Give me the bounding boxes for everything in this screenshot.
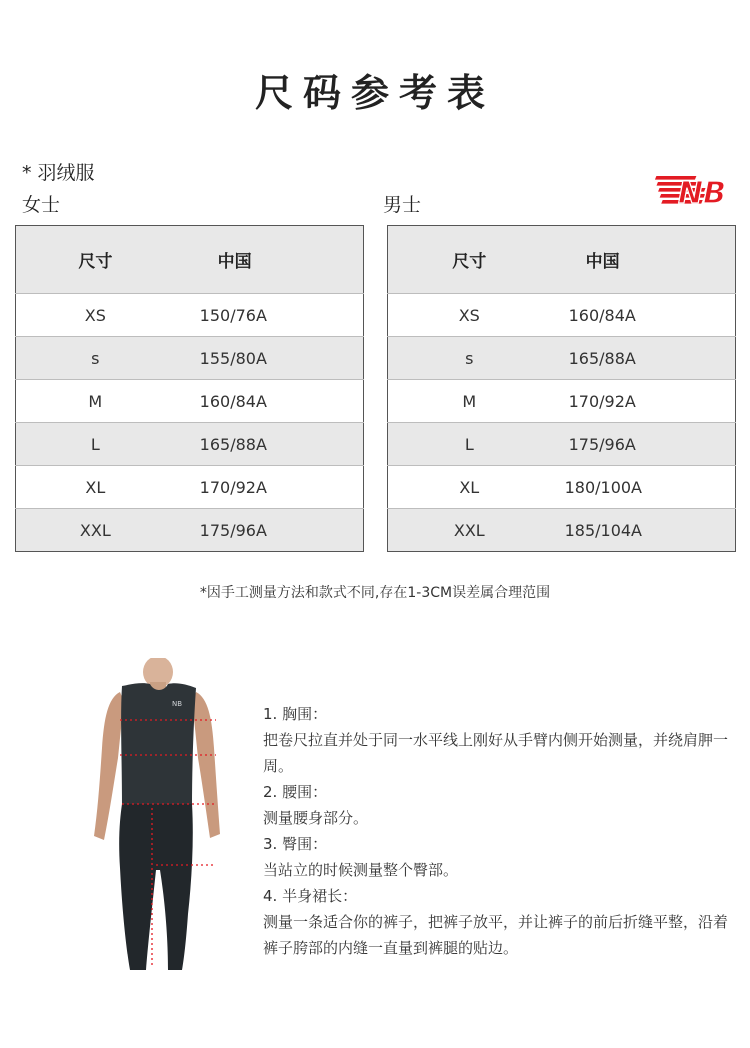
svg-text:NB: NB: [172, 700, 183, 708]
size-cell: M: [16, 380, 175, 423]
new-balance-logo-icon: [652, 172, 726, 210]
china-cell: 175/96A: [175, 509, 364, 552]
size-cell: XL: [388, 466, 551, 509]
china-cell: 170/92A: [175, 466, 364, 509]
measurement-instructions: [263, 701, 733, 961]
table-row: [388, 337, 736, 380]
table-row: [16, 294, 364, 337]
size-cell: s: [388, 337, 551, 380]
instruction-text: 测量腰身部分。: [263, 809, 369, 827]
instruction-text: 测量一条适合你的裤子，把裤子放平，并让裤子的前后折缝平整，沿着裤子胯部的内缝一直量到裤腿的贴边。: [263, 913, 729, 957]
china-cell: 185/104A: [551, 509, 736, 552]
women-size-table: [15, 225, 364, 552]
size-cell: s: [16, 337, 175, 380]
women-heading: 女士: [22, 194, 61, 216]
body-measurement-figure-icon: [86, 658, 226, 976]
svg-text:NB: NB: [678, 176, 726, 210]
table-header-row: [16, 226, 364, 294]
size-cell: XXL: [16, 509, 175, 552]
china-cell: 160/84A: [175, 380, 364, 423]
instruction-text: 当站立的时候测量整个臀部。: [263, 861, 459, 879]
table-row: [16, 423, 364, 466]
header-china: 中国: [175, 226, 364, 294]
size-cell: L: [388, 423, 551, 466]
header-size: 尺寸: [388, 226, 551, 294]
china-cell: 170/92A: [551, 380, 736, 423]
size-cell: L: [16, 423, 175, 466]
table-row: [16, 466, 364, 509]
table-row: [16, 337, 364, 380]
measurement-note: *因手工测量方法和款式不同,存在1-3CM误差属合理范围: [199, 585, 551, 601]
size-cell: XS: [16, 294, 175, 337]
table-row: [388, 509, 736, 552]
china-cell: 150/76A: [175, 294, 364, 337]
china-cell: 165/88A: [175, 423, 364, 466]
instruction-label: 4. 半身裙长：: [263, 887, 358, 905]
header-size: 尺寸: [16, 226, 175, 294]
china-cell: 160/84A: [551, 294, 736, 337]
table-row: [388, 466, 736, 509]
size-cell: XL: [16, 466, 175, 509]
china-cell: 165/88A: [551, 337, 736, 380]
instruction-label: 1. 胸围：: [263, 705, 328, 723]
china-cell: 175/96A: [551, 423, 736, 466]
instruction-text: 把卷尺拉直并处于同一水平线上刚好从手臂内侧开始测量，并绕肩胛一周。: [263, 731, 729, 775]
china-cell: 155/80A: [175, 337, 364, 380]
china-cell: 180/100A: [551, 466, 736, 509]
men-size-table: [387, 225, 736, 552]
category-label: * 羽绒服: [22, 162, 95, 184]
table-header-row: [388, 226, 736, 294]
instruction-label: 3. 臀围：: [263, 835, 328, 853]
men-heading: 男士: [383, 194, 422, 216]
instruction-label: 2. 腰围：: [263, 783, 328, 801]
size-cell: XS: [388, 294, 551, 337]
table-row: [16, 380, 364, 423]
table-row: [388, 423, 736, 466]
size-cell: XXL: [388, 509, 551, 552]
table-row: [388, 294, 736, 337]
size-cell: M: [388, 380, 551, 423]
table-row: [16, 509, 364, 552]
page-title: 尺码参考表: [254, 71, 495, 115]
header-china: 中国: [551, 226, 736, 294]
table-row: [388, 380, 736, 423]
